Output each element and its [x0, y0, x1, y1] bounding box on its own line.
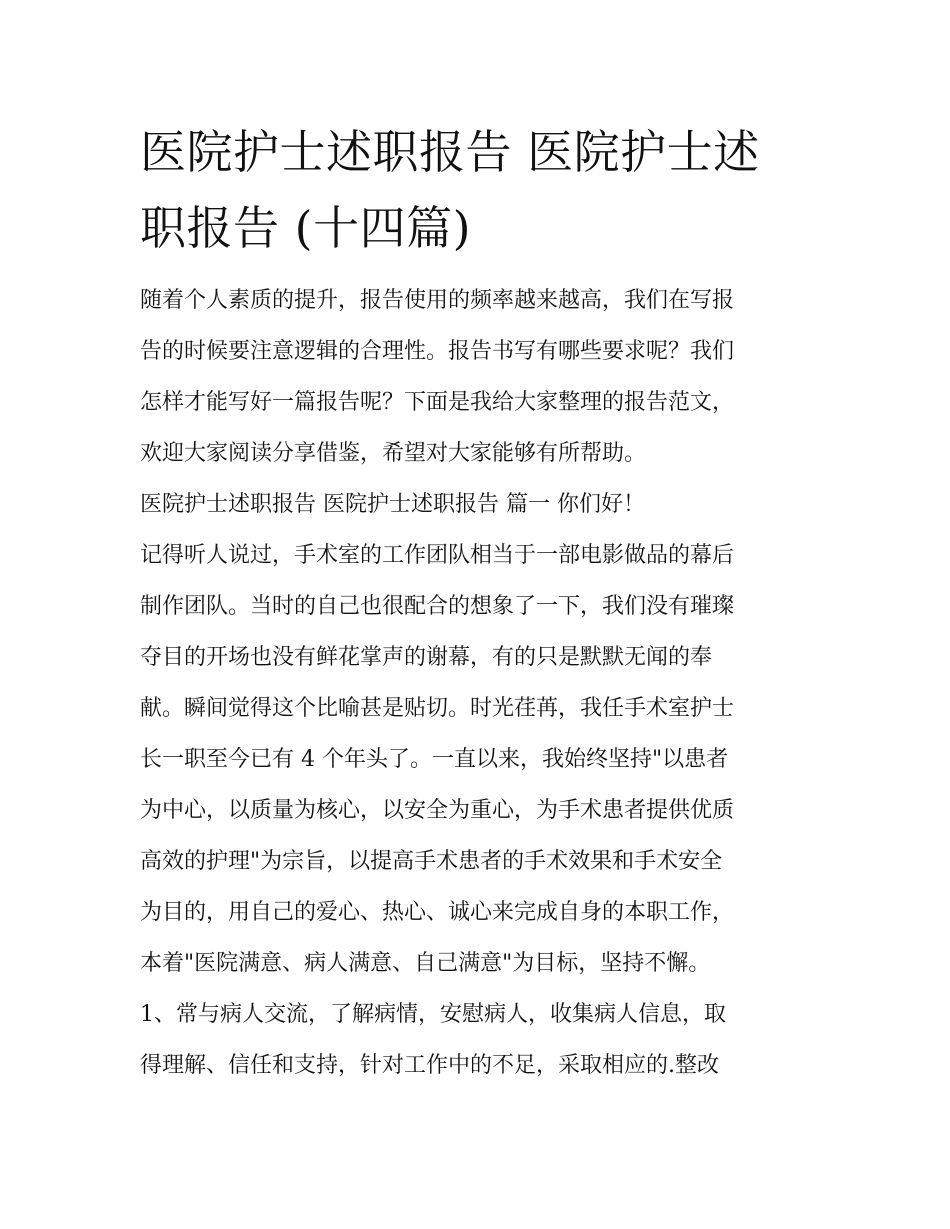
body-line: 随着个人素质的提升，报告使用的频率越来越高，我们在写报 [140, 288, 735, 313]
body-line: 本着"医院满意、病人满意、自己满意"为目标，坚持不懈。 [140, 951, 711, 976]
body-line: 记得听人说过，手术室的工作团队相当于一部电影做品的幕后 [140, 543, 735, 568]
body-line: 高效的护理"为宗旨，以提高手术患者的手术效果和手术安全 [140, 849, 723, 874]
body-line: 长一职至今已有 4 个年头了。一直以来，我始终坚持"以患者 [140, 747, 729, 772]
body-line: 为中心，以质量为核心，以安全为重心，为手术患者提供优质 [140, 798, 735, 823]
body-line: 为目的，用自己的爱心、热心、诚心来完成自身的本职工作， [140, 900, 735, 925]
document-title [140, 114, 820, 266]
document-body [140, 281, 820, 1097]
body-line: 怎样才能写好一篇报告呢？下面是我给大家整理的报告范文， [140, 390, 735, 415]
title-line-2: 职报告 (十四篇) [140, 201, 472, 255]
section-heading-line: 医院护士述职报告 医院护士述职报告 篇一 你们好！ [140, 492, 645, 517]
numbered-item-line: 得理解、信任和支持，针对工作中的不足，采取相应的.整改 [140, 1053, 719, 1078]
body-line: 制作团队。当时的自己也很配合的想象了一下，我们没有璀璨 [140, 594, 735, 619]
body-line: 夺目的开场也没有鲜花掌声的谢幕，有的只是默默无闻的奉 [140, 645, 713, 670]
title-line-1: 医院护士述职报告 医院护士述 [140, 125, 760, 179]
numbered-item-line: 1、常与病人交流，了解病情，安慰病人，收集病人信息，取 [140, 1002, 726, 1027]
body-line: 欢迎大家阅读分享借鉴，希望对大家能够有所帮助。 [140, 441, 647, 466]
body-line: 告的时候要注意逻辑的合理性。报告书写有哪些要求呢？我们 [140, 339, 735, 364]
body-line: 献。瞬间觉得这个比喻甚是贴切。时光荏苒，我任手术室护士 [140, 696, 735, 721]
